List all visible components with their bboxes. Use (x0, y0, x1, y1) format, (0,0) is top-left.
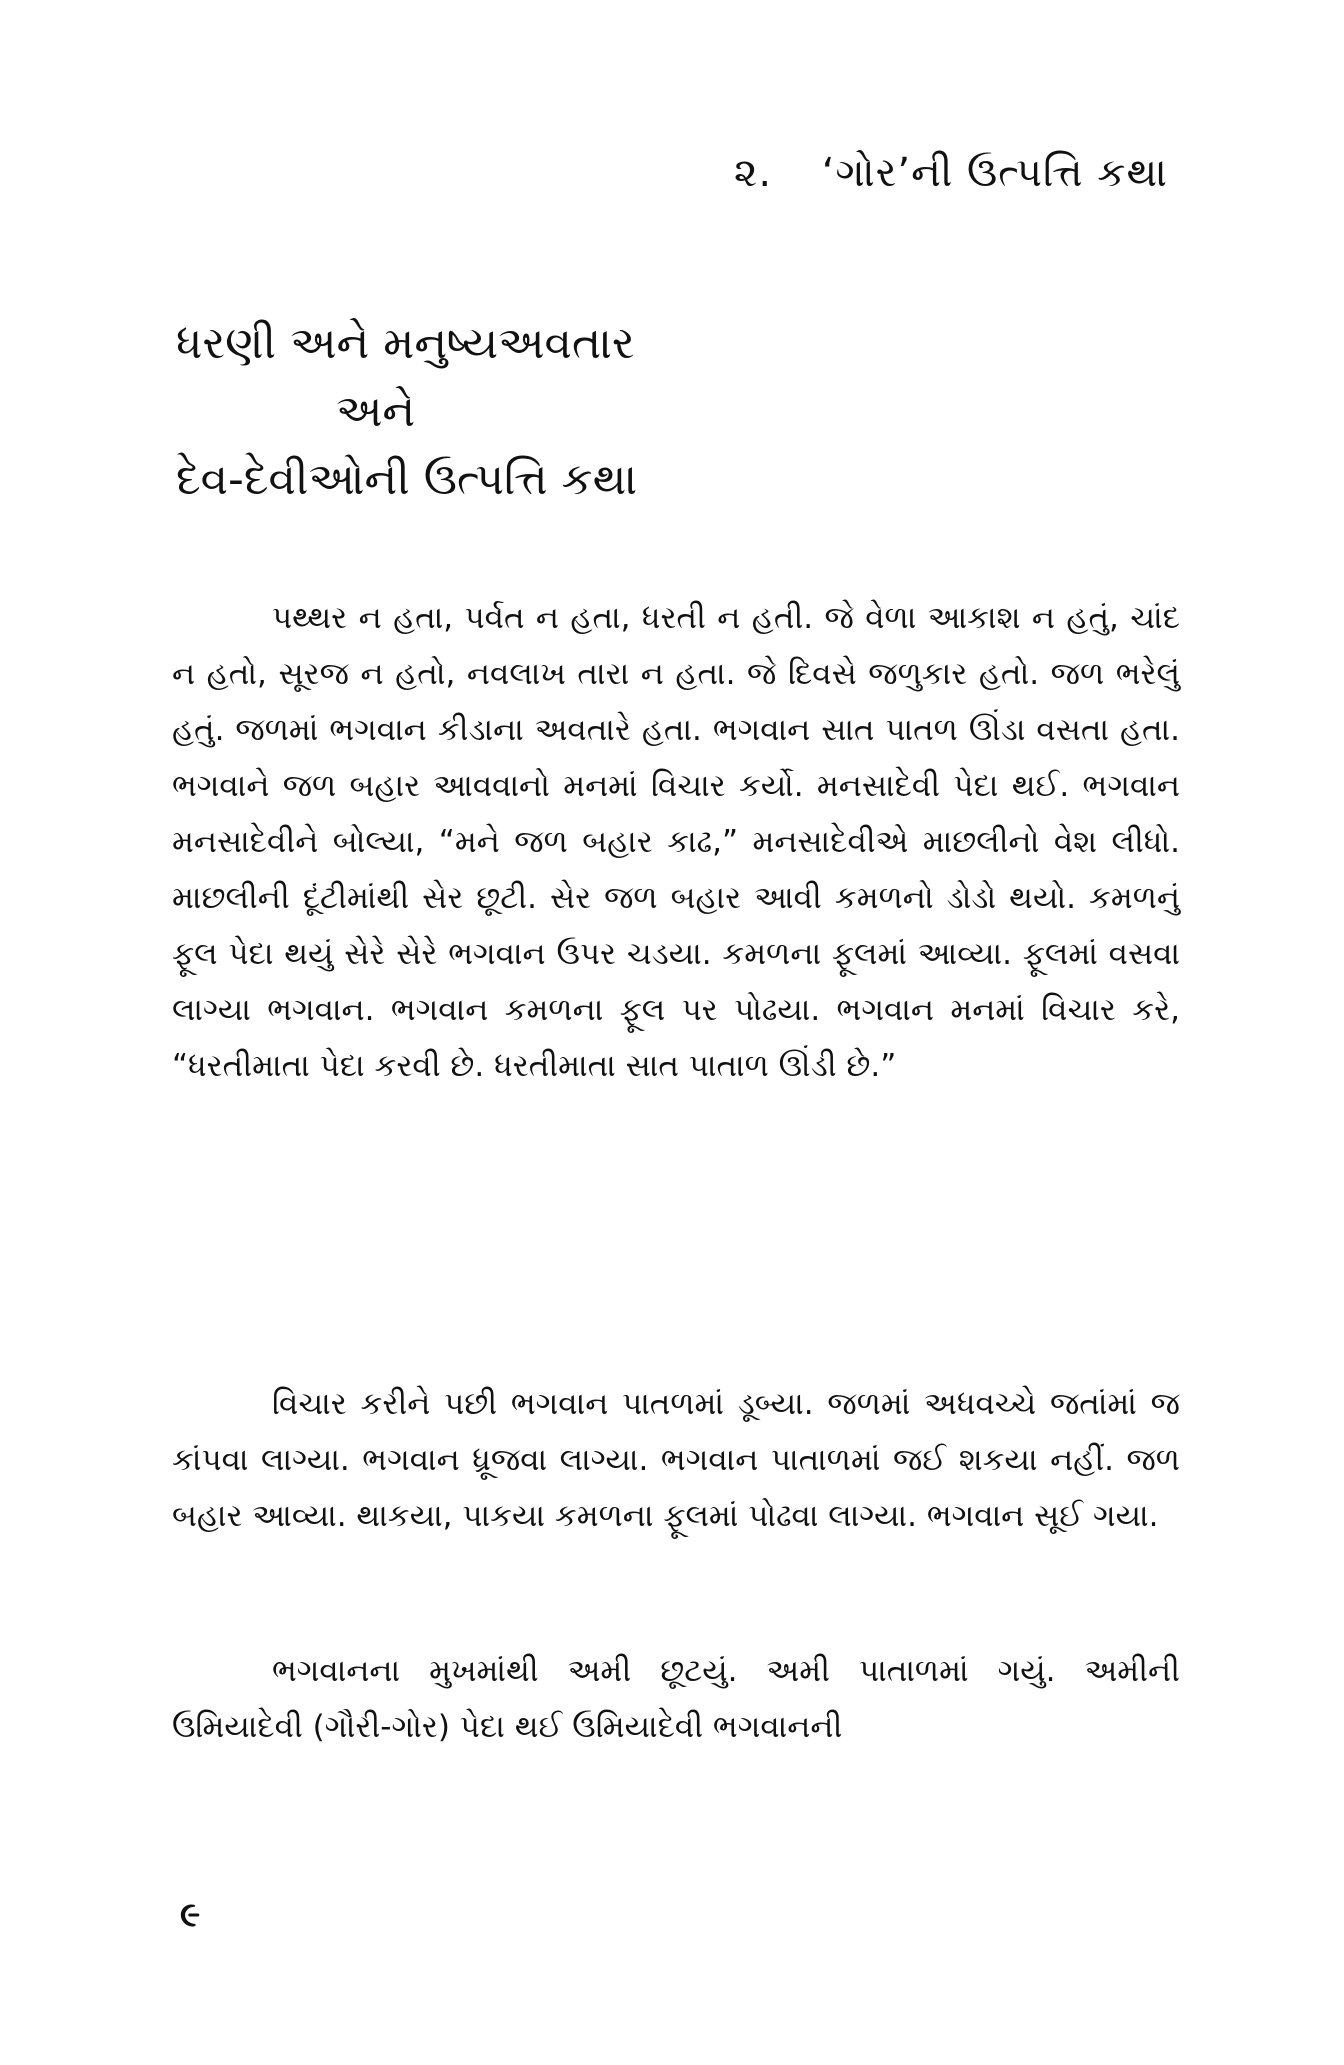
section-title (176, 310, 637, 514)
chapter-number: ૨. (733, 150, 773, 196)
chapter-header (734, 150, 1168, 196)
body-paragraph-2: વિચાર કરીને પછી ભગવાન પાતળમાં ડૂબ્યા. જળમાં અધવચ્ચે જતાંમાં જ કાંપવા લાગ્યા. ભગવાન ધ્રૂજવા લાગ્યા. ભગવાન પાતાળમાં જઈ શકયા નહીં. જળ બહાર આવ્યા. થાકયા, પાકયા કમળના ફૂલમાં પોઢવા લાગ્યા. ભગવાન સૂઈ ગયા. (172, 1386, 1180, 1534)
page-number: ૯ (180, 1895, 201, 1935)
body-paragraph-3: ભગવાનના મુખમાંથી અમી છૂટયું. અમી પાતાળમાં ગયું. અમીની ઉમિયાદેવી (ગૌરી-ગોર) પેદા થઈ ઉમિયાદેવી ભગવાનની (172, 1653, 1180, 1745)
section-title-line-1: ધરણી અને મનુષ્યઅવતાર (176, 318, 635, 369)
section-title-line-3: દેવ-દેવીઓની ઉત્પત્તિ કથા (176, 454, 638, 505)
section-title-line-2: અને (336, 386, 416, 437)
body-paragraph-1: પથ્થર ન હતા, પર્વત ન હતા, ધરતી ન હતી. જે વેળા આકાશ ન હતું, ચાંદ ન હતો, સૂરજ ન હતો, નવલાખ તારા ન હતા. જે દિવસે જળુકાર હતો. જળ ભરેલું હતું. જળમાં ભગવાન કીડાના અવતારે હતા. ભગવાન સાત પાતળ ઊંડા વસતા હતા. ભગવાને જળ બહાર આવવાનો મનમાં વિચાર કર્યો. મનસાદેવી પેદા થઈ. ભગવાન મનસાદેવીને બોલ્યા, “મને જળ બહાર કાઢ,” મનસાદેવીએ માછલીનો વેશ લીધો. માછલીની દૂંટીમાંથી સેર છૂટી. સેર જળ બહાર આવી કમળનો ડોડો થયો. કમળનું ફૂલ પેદા થયું સેરે સેરે ભગવાન ઉપર ચડયા. કમળના ફૂલમાં આવ્યા. ફૂલમાં વસવા લાગ્યા ભગવાન. ભગવાન કમળના ફૂલ પર પોઢયા. ભગવાન મનમાં વિચાર કરે, “ધરતીમાતા પેદા કરવી છે. ધરતીમાતા સાત પાતાળ ઊંડી છે.” (172, 600, 1180, 1084)
chapter-title: ‘ગોર’ની ઉત્પત્તિ કથા (821, 150, 1168, 196)
